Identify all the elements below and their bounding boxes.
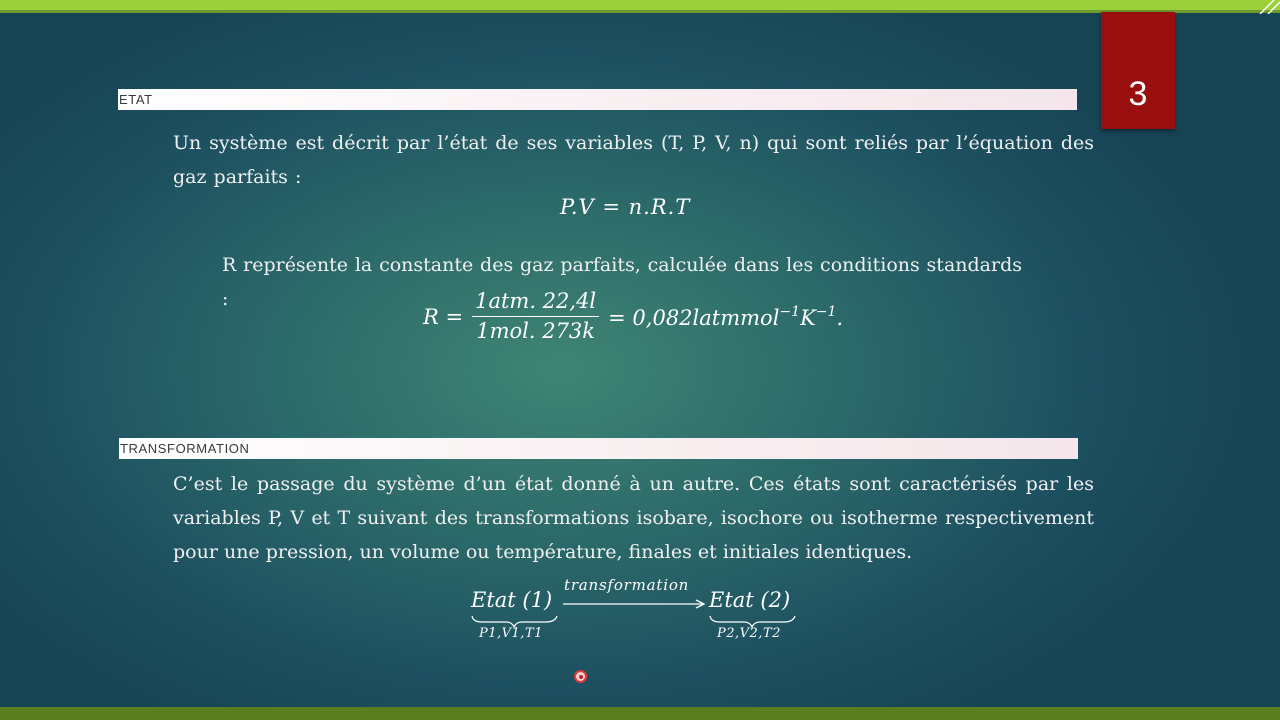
fraction-denominator: 1mol. 273k bbox=[472, 316, 599, 343]
constant-description: R représente la constante des gaz parfaits, calculée dans les conditions standards : bbox=[222, 254, 1022, 310]
equation-end: . bbox=[836, 306, 844, 330]
arrow-label: transformation bbox=[564, 576, 690, 594]
kelvin-symbol: K bbox=[800, 306, 816, 330]
state-1-variables: P1,V1,T1 bbox=[479, 626, 543, 641]
slide-number: 3 bbox=[1128, 75, 1148, 113]
laser-pointer-icon bbox=[574, 670, 587, 683]
section-title: TRANSFORMATION bbox=[120, 441, 250, 456]
bottom-accent-bar bbox=[0, 707, 1280, 720]
transformation-diagram bbox=[460, 572, 810, 650]
state-1: Etat (1) bbox=[471, 588, 553, 612]
etat-paragraph: Un système est décrit par l’état de ses variables (T, P, V, n) qui sont reliés par l’équation des gaz parfaits : bbox=[173, 132, 1094, 188]
state-2-variables: P2,V2,T2 bbox=[717, 626, 781, 641]
corner-decoration-icon bbox=[1220, 0, 1280, 14]
top-accent-shadow bbox=[0, 10, 1280, 13]
r-equation-fraction bbox=[471, 289, 600, 343]
section-header-transformation bbox=[119, 438, 1078, 459]
state-2: Etat (2) bbox=[709, 588, 791, 612]
r-equation-lhs: R = bbox=[423, 305, 464, 329]
section-header-etat bbox=[118, 89, 1077, 110]
ideal-gas-equation: P.V = n.R.T bbox=[560, 195, 691, 219]
transformation-paragraph: C’est le passage du système d’un état donné à un autre. Ces états sont caractérisés par les variables P, V et T suivant des transformations isobare, isochore ou isotherme respectivement pour une pression, un volume ou température, finales et initiales identiques. bbox=[173, 473, 1094, 563]
r-value: = 0,082latmmol bbox=[608, 306, 780, 330]
kelvin-exponent: −1 bbox=[815, 304, 837, 320]
slide-number-badge bbox=[1101, 12, 1175, 129]
fraction-numerator: 1atm. 22,4l bbox=[475, 289, 597, 313]
r-equation-rhs bbox=[608, 302, 843, 330]
mol-exponent: −1 bbox=[779, 304, 801, 320]
section-title: ETAT bbox=[119, 92, 153, 107]
r-constant-equation bbox=[423, 289, 843, 343]
